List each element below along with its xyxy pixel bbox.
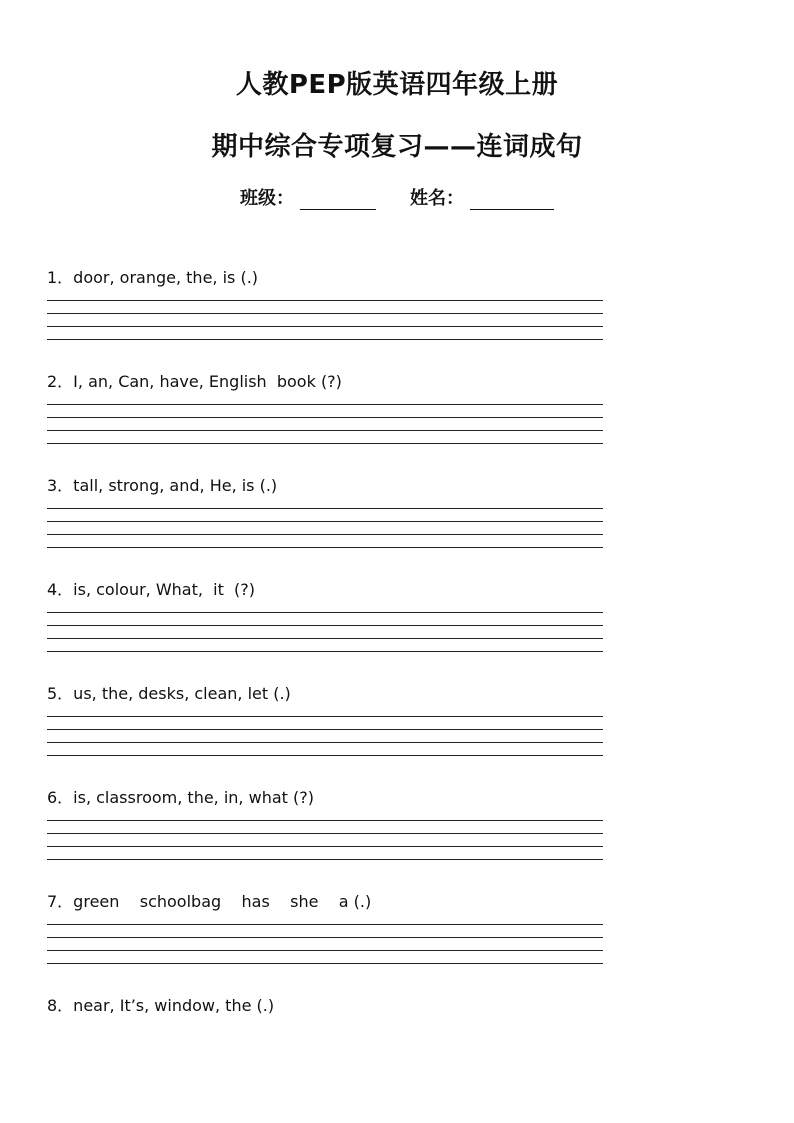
question-1: [47, 268, 603, 352]
question-prompt: 4．is, colour, What, it (?): [47, 580, 256, 599]
answer-line: [47, 326, 603, 327]
answer-line: [47, 742, 603, 743]
answer-line: [47, 924, 603, 925]
answer-line: [47, 404, 603, 405]
name-label: 姓名：: [410, 188, 464, 209]
question-prompt: 1．door, orange, the, is (.): [47, 268, 259, 287]
answer-lines: [47, 508, 603, 548]
answer-line: [47, 755, 603, 756]
answer-line: [47, 521, 603, 522]
answer-line: [47, 625, 603, 626]
question-2: [47, 372, 603, 456]
answer-line: [47, 716, 603, 717]
answer-line: [47, 963, 603, 964]
answer-line: [47, 339, 603, 340]
question-prompt: 5．us, the, desks, clean, let (.): [47, 684, 291, 703]
question-prompt: 6．is, classroom, the, in, what (?): [47, 788, 314, 807]
answer-line: [47, 846, 603, 847]
answer-lines: [47, 820, 603, 860]
answer-line: [47, 430, 603, 431]
answer-line: [47, 833, 603, 834]
class-field: [240, 184, 376, 210]
question-8: [47, 996, 603, 1016]
answer-line: [47, 950, 603, 951]
answer-line: [47, 417, 603, 418]
answer-line: [47, 313, 603, 314]
answer-line: [47, 729, 603, 730]
answer-line: [47, 508, 603, 509]
question-7: [47, 892, 603, 976]
answer-line: [47, 651, 603, 652]
answer-line: [47, 300, 603, 301]
name-field: [410, 184, 554, 210]
question-prompt: 7．green schoolbag has she a (.): [47, 892, 372, 911]
question-5: [47, 684, 603, 768]
answer-line: [47, 547, 603, 548]
answer-lines: [47, 716, 603, 756]
answer-lines: [47, 300, 603, 340]
student-info: [0, 184, 794, 210]
question-6: [47, 788, 603, 872]
name-blank: [470, 191, 554, 210]
answer-line: [47, 859, 603, 860]
answer-lines: [47, 924, 603, 964]
answer-line: [47, 638, 603, 639]
question-prompt: 2．I, an, Can, have, English book (?): [47, 372, 342, 391]
question-3: [47, 476, 603, 560]
class-label: 班级：: [240, 188, 294, 209]
answer-line: [47, 443, 603, 444]
worksheet-subtitle: 期中综合专项复习——连词成句: [211, 132, 583, 162]
answer-line: [47, 534, 603, 535]
question-prompt: 3．tall, strong, and, He, is (.): [47, 476, 278, 495]
answer-line: [47, 937, 603, 938]
question-4: [47, 580, 603, 664]
question-prompt: 8．near, It’s, window, the (.): [47, 996, 275, 1015]
worksheet-title: 人教PEP版英语四年级上册: [235, 70, 559, 100]
answer-line: [47, 820, 603, 821]
answer-lines: [47, 404, 603, 444]
answer-line: [47, 612, 603, 613]
answer-lines: [47, 612, 603, 652]
class-blank: [300, 191, 376, 210]
